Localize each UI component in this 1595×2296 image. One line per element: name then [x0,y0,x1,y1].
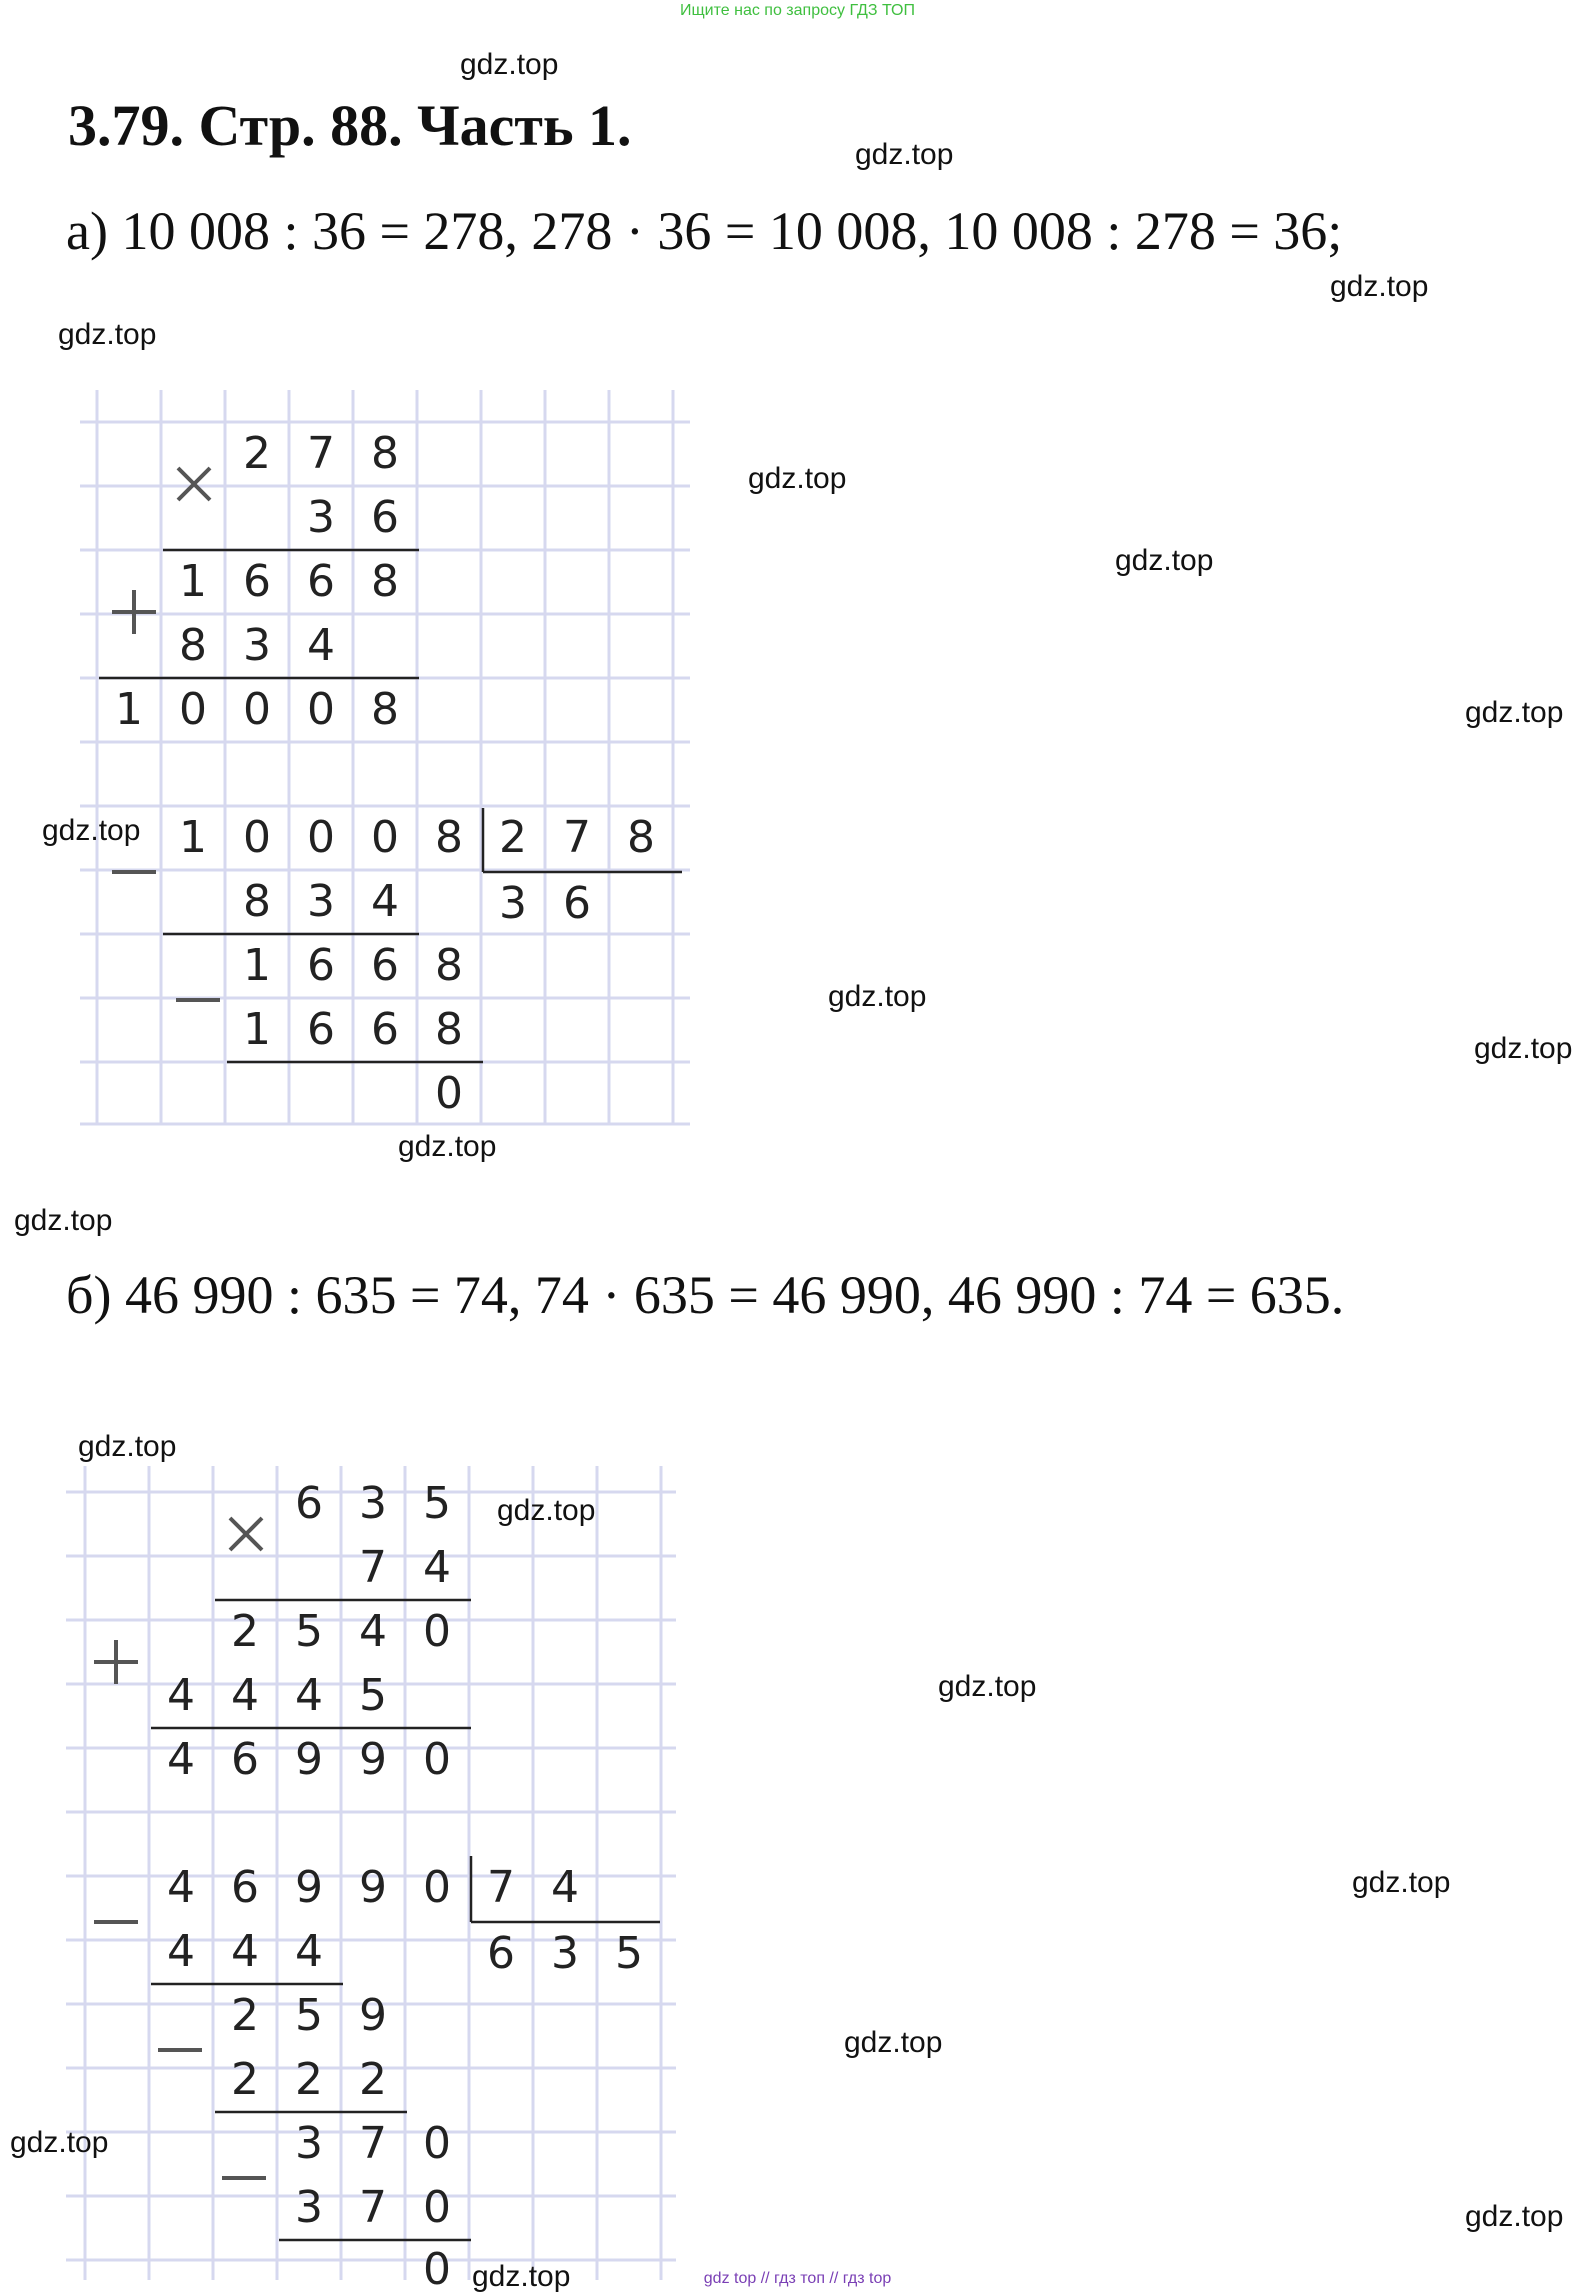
svg-text:10008: 1 0 0 0 8 [179,812,463,863]
multiply-sign-icon [178,468,210,500]
watermark: gdz.top [855,138,954,171]
top-banner-link[interactable]: Ищите нас по запросу ГДЗ ТОП [680,2,915,19]
svg-text:10008: 1 0 0 0 8 [115,684,399,735]
svg-text:370: 3 7 0 [295,2118,451,2169]
watermark: gdz.top [398,1130,497,1163]
svg-text:74: 7 4 [487,1862,579,1913]
long-division-a [112,808,682,1119]
svg-text:444: 4 4 4 [167,1926,323,1977]
svg-text:635: 6 3 5 [295,1478,451,1529]
watermark: gdz.top [1465,696,1564,729]
svg-text:46990: 4 6 9 9 0 [167,1862,451,1913]
multiplication-column-a [99,428,419,735]
watermark: gdz.top [748,462,847,495]
watermark: gdz.top [42,814,141,847]
svg-text:0: 0 [435,1068,463,1119]
svg-text:1668: 1 6 6 8 [243,940,463,991]
multiply-sign-icon [230,1518,262,1550]
svg-text:4445: 4 4 4 5 [167,1670,387,1721]
svg-text:635: 6 3 5 [487,1928,643,1979]
svg-text:36: 3 6 [307,492,399,543]
watermark: gdz.top [460,48,559,81]
svg-text:74: 7 4 [359,1542,451,1593]
grid-worksheet-part-a [70,390,710,1130]
plus-sign-icon [94,1640,138,1684]
svg-text:2540: 2 5 4 0 [231,1606,451,1657]
watermark: gdz.top [1330,270,1429,303]
svg-text:278: 2 7 8 [499,812,655,863]
watermark: gdz.top [472,2260,571,2293]
svg-text:370: 3 7 0 [295,2182,451,2233]
watermark: gdz.top [844,2026,943,2059]
watermark: gdz.top [78,1430,177,1463]
watermark: gdz.top [1465,2200,1564,2233]
svg-text:278: 2 7 8 [243,428,399,479]
grid-worksheet-part-b [56,1466,696,2296]
svg-text:36: 3 6 [499,878,591,929]
watermark: gdz.top [1474,1032,1573,1065]
footer-links[interactable]: gdz top // гдз топ // гдз top [703,2270,892,2287]
svg-text:0: 0 [423,2244,451,2295]
svg-text:259: 2 5 9 [231,1990,387,2041]
equation-part-a: а) 10 008 : 36 = 278, 278 · 36 = 10 008, 10 008 : 278 = 36; [66,201,1343,261]
watermark: gdz.top [58,318,157,351]
svg-text:834: 8 3 4 [179,620,335,671]
watermark: gdz.top [1352,1866,1451,1899]
plus-sign-icon [112,590,156,634]
multiplication-column-b [94,1478,471,1785]
equation-part-b: б) 46 990 : 635 = 74, 74 · 635 = 46 990, 46 990 : 74 = 635. [66,1265,1345,1325]
watermark: gdz.top [1115,544,1214,577]
svg-text:1668: 1 6 6 8 [243,1004,463,1055]
watermark: gdz.top [10,2126,109,2159]
watermark: gdz.top [497,1494,596,1527]
svg-text:834: 8 3 4 [243,876,399,927]
watermark: gdz.top [14,1204,113,1237]
page-title: 3.79. Стр. 88. Часть 1. [68,93,632,158]
watermark: gdz.top [828,980,927,1013]
svg-text:46990: 4 6 9 9 0 [167,1734,451,1785]
svg-text:1668: 1 6 6 8 [179,556,399,607]
long-division-b [94,1856,660,2295]
svg-text:222: 2 2 2 [231,2054,387,2105]
watermark: gdz.top [938,1670,1037,1703]
